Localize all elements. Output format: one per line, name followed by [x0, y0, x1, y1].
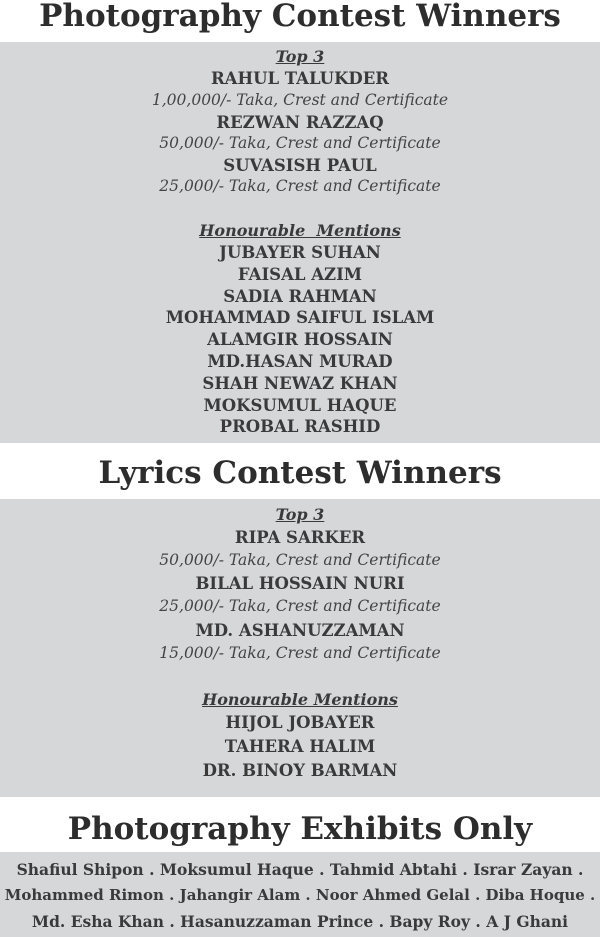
photography-mention: MOKSUMUL HAQUE — [203, 396, 397, 415]
exhibits-line-3: Md. Esha Khan . Hasanuzzaman Prince . Bapy Roy . A J Ghani — [31, 912, 569, 931]
photography-mention: SHAH NEWAZ KHAN — [202, 374, 398, 393]
photography-mention: FAISAL AZIM — [237, 265, 363, 284]
lyrics-winner-3-name: MD. ASHANUZZAMAN — [195, 621, 405, 640]
photography-hm-label: Honourable Mentions — [199, 221, 401, 240]
photography-winner-2-name: REZWAN RAZZAQ — [216, 113, 384, 132]
photography-winner-2-prize: 50,000/- Taka, Crest and Certificate — [159, 134, 441, 152]
photography-top3-label: Top 3 — [275, 47, 325, 66]
exhibits-line-2: Mohammed Rimon . Jahangir Alam . Noor Ahmed Gelal . Diba Hoque . — [4, 886, 596, 904]
photography-mention: PROBAL RASHID — [219, 417, 381, 436]
exhibits-heading: Photography Exhibits Only — [67, 811, 533, 847]
lyrics-winner-3-prize: 15,000/- Taka, Crest and Certificate — [159, 644, 441, 662]
photography-heading: Photography Contest Winners — [39, 0, 561, 34]
photography-winner-1-name: RAHUL TALUKDER — [210, 69, 390, 88]
lyrics-mention: DR. BINOY BARMAN — [202, 761, 398, 780]
lyrics-winner-1-prize: 50,000/- Taka, Crest and Certificate — [159, 551, 441, 569]
lyrics-winner-1-name: RIPA SARKER — [234, 528, 366, 547]
photography-mention: MD.HASAN MURAD — [207, 352, 393, 371]
lyrics-winner-2-prize: 25,000/- Taka, Crest and Certificate — [159, 597, 441, 615]
photography-winner-1-prize: 1,00,000/- Taka, Crest and Certificate — [151, 91, 449, 109]
photography-winner-3-prize: 25,000/- Taka, Crest and Certificate — [159, 177, 441, 195]
lyrics-mention: HIJOL JOBAYER — [225, 713, 375, 732]
photography-mention: JUBAYER SUHAN — [219, 243, 381, 262]
lyrics-heading: Lyrics Contest Winners — [98, 455, 502, 491]
exhibits-line-1: Shafiul Shipon . Moksumul Haque . Tahmid Abtahi . Israr Zayan . — [16, 860, 584, 879]
lyrics-winner-2-name: BILAL HOSSAIN NURI — [195, 574, 405, 593]
photography-mention: MOHAMMAD SAIFUL ISLAM — [165, 308, 435, 327]
lyrics-hm-label: Honourable Mentions — [202, 690, 398, 709]
photography-mention: SADIA RAHMAN — [223, 287, 377, 306]
photography-mention: ALAMGIR HOSSAIN — [207, 330, 393, 349]
lyrics-mention: TAHERA HALIM — [224, 737, 376, 756]
lyrics-top3-label: Top 3 — [275, 505, 325, 524]
photography-winner-3-name: SUVASISH PAUL — [223, 156, 377, 175]
